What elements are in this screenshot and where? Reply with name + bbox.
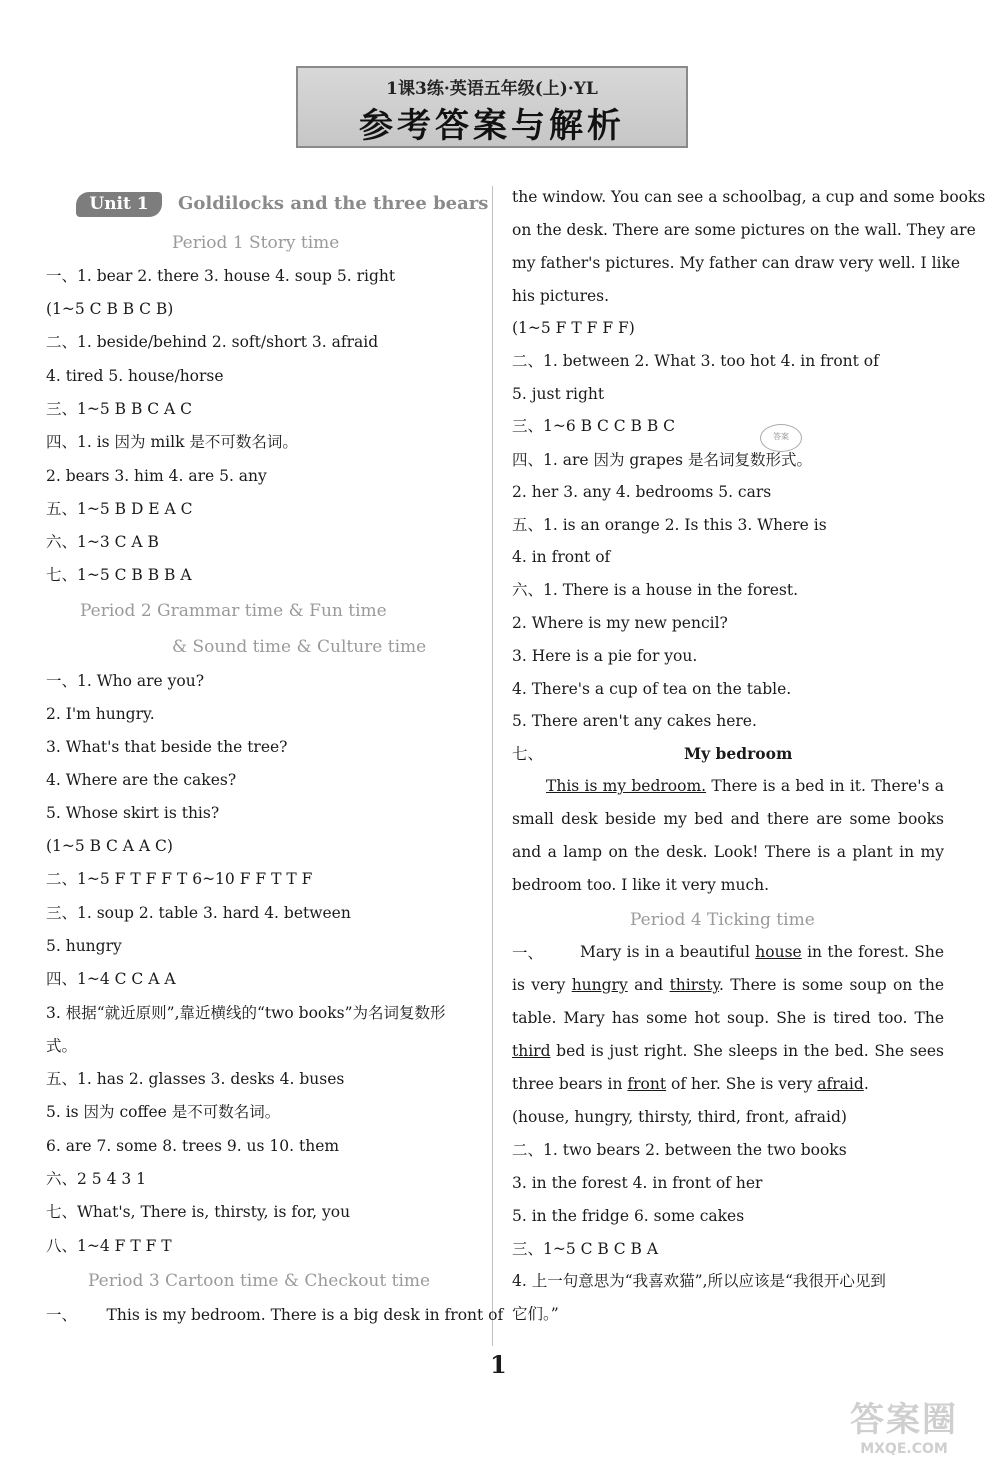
column-divider — [492, 186, 493, 1346]
answer-line: (1~5 C B B C B) — [46, 300, 174, 318]
answer-line: 八、1~4 F T F T — [46, 1237, 172, 1255]
answer-line: 5. There aren't any cakes here. — [512, 712, 757, 730]
essay-paragraph — [512, 770, 944, 902]
story-paragraph — [512, 936, 944, 1101]
answer-line: 6. are 7. some 8. trees 9. us 10. them — [46, 1137, 340, 1155]
story-text: . There is some soup on the table. Mary has some hot soup. She is tired too. The — [512, 976, 945, 1027]
answer-line: 2. Where is my new pencil? — [512, 614, 728, 632]
answer-line: 3. in the forest 4. in front of her — [512, 1174, 763, 1192]
unit-title: Goldilocks and the three bears — [178, 193, 489, 214]
answer-line: 七、1~5 C B B B A — [46, 566, 192, 584]
answer-line: 五、1. has 2. glasses 3. desks 4. buses — [46, 1070, 345, 1088]
answer-line: 5. Whose skirt is this? — [46, 804, 220, 822]
answer-line: 三、1. soup 2. table 3. hard 4. between — [46, 904, 351, 922]
answer-line: 3. 根据“就近原则”,靠近横线的“two books”为名词复数形 — [46, 1004, 446, 1022]
underlined-answer-word: third — [512, 1042, 551, 1060]
answer-line: 六、1. There is a house in the forest. — [512, 581, 799, 599]
answer-line: the window. You can see a schoolbag, a cup and some books — [512, 188, 986, 206]
header-banner — [296, 66, 688, 148]
answer-line: 4. tired 5. house/horse — [46, 367, 224, 385]
answer-line: his pictures. — [512, 287, 610, 305]
answer-line: on the desk. There are some pictures on the wall. They are — [512, 221, 976, 239]
answer-line: 一、 This is my bedroom. There is a big desk in front of — [46, 1306, 504, 1324]
answer-line: 三、1~5 B B C A C — [46, 400, 193, 418]
answer-line: 三、1~6 B C C B B C — [512, 417, 676, 435]
question-1-label: 一、 — [512, 944, 544, 962]
answer-line: 2. I'm hungry. — [46, 705, 155, 723]
answer-line: (1~5 B C A A C) — [46, 837, 173, 855]
answer-line: 5. just right — [512, 385, 605, 403]
answer-line: 它们。” — [512, 1305, 559, 1323]
essay-title: My bedroom — [684, 744, 793, 763]
answer-line: 一、1. bear 2. there 3. house 4. soup 5. right — [46, 267, 396, 285]
story-text: in the forest. She is very — [512, 943, 944, 994]
answer-line: 五、1~5 B D E A C — [46, 500, 193, 518]
answer-stamp: 答案 — [760, 424, 802, 452]
period-3-title: Period 3 Cartoon time & Checkout time — [88, 1271, 431, 1291]
answer-line: 六、1~3 C A B — [46, 533, 159, 551]
story-text: bed is just right. She sleeps in the bed. She sees three bears in — [512, 1042, 944, 1093]
answer-line: 3. Here is a pie for you. — [512, 647, 698, 665]
answer-line: 二、1. between 2. What 3. too hot 4. in front of — [512, 352, 879, 370]
answer-line: 四、1. is 因为 milk 是不可数名词。 — [46, 433, 298, 451]
essay-underlined-sentence: This is my bedroom. — [546, 777, 707, 795]
answer-line: 二、1~5 F T F F T 6~10 F F T T F — [46, 870, 313, 888]
answer-line: 2. bears 3. him 4. are 5. any — [46, 467, 267, 485]
underlined-answer-word: front — [627, 1075, 667, 1093]
answer-line: 四、1. are 因为 grapes 是名词复数形式。 — [512, 451, 812, 469]
answer-line: 一、1. Who are you? — [46, 672, 205, 690]
answer-line: 5. in the fridge 6. some cakes — [512, 1207, 745, 1225]
underlined-answer-word: afraid — [817, 1075, 864, 1093]
period-1-title: Period 1 Story time — [172, 233, 340, 253]
answer-line: 二、1. two bears 2. between the two books — [512, 1141, 847, 1159]
story-text: Mary is in a beautiful — [580, 943, 756, 961]
answer-line: 四、1~4 C C A A — [46, 970, 176, 988]
watermark-url: MXQE.COM — [860, 1441, 948, 1457]
underlined-answer-word: house — [755, 943, 802, 961]
unit-badge: Unit 1 — [76, 192, 162, 217]
answer-line: 三、1~5 C B C B A — [512, 1240, 659, 1258]
answer-line: 二、1. beside/behind 2. soft/short 3. afraid — [46, 333, 379, 351]
answer-line: (1~5 F T F F F) — [512, 319, 635, 337]
essay-body: There is a bed in it. There's a small desk beside my bed and there are some books and a lamp on the desk. Look! There is a plant in my bedroom too. I like it very much. — [512, 777, 944, 894]
story-text: . — [863, 1075, 869, 1093]
answer-line: 六、2 5 4 3 1 — [46, 1170, 147, 1188]
story-text: and — [627, 976, 670, 994]
site-watermark — [824, 1392, 984, 1462]
answer-line: 4. in front of — [512, 548, 611, 566]
period-2-title-cont: & Sound time & Culture time — [172, 637, 427, 657]
header-subtitle: 1课3练·英语五年级(上)·YL — [386, 79, 598, 99]
answer-line: 五、1. is an orange 2. Is this 3. Where is — [512, 516, 827, 534]
answer-line: 4. 上一句意思为“我喜欢猫”,所以应该是“我很开心见到 — [512, 1272, 886, 1290]
page-number: 1 — [490, 1350, 507, 1379]
answer-line: my father's pictures. My father can draw very well. I like — [512, 254, 961, 272]
answer-line: 2. her 3. any 4. bedrooms 5. cars — [512, 483, 772, 501]
answer-line: 4. Where are the cakes? — [46, 771, 237, 789]
answer-line: 5. hungry — [46, 937, 122, 955]
answer-line: 4. There's a cup of tea on the table. — [512, 680, 792, 698]
underlined-answer-word: thirsty — [669, 976, 720, 994]
header-title: 参考答案与解析 — [359, 106, 625, 146]
answer-line: (house, hungry, thirsty, third, front, afraid) — [512, 1108, 847, 1126]
watermark-logo-text: 答案圈 — [850, 1400, 958, 1440]
answer-line: 七、What's, There is, thirsty, is for, you — [46, 1203, 351, 1221]
underlined-answer-word: hungry — [571, 976, 628, 994]
answer-line: 3. What's that beside the tree? — [46, 738, 288, 756]
story-text: of her. She is very — [666, 1075, 818, 1093]
question-7-label: 七、 — [512, 745, 544, 763]
answer-line: 5. is 因为 coffee 是不可数名词。 — [46, 1103, 281, 1121]
answer-line: 式。 — [46, 1037, 78, 1055]
period-4-title: Period 4 Ticking time — [630, 910, 815, 930]
period-2-title: Period 2 Grammar time & Fun time — [80, 601, 387, 621]
